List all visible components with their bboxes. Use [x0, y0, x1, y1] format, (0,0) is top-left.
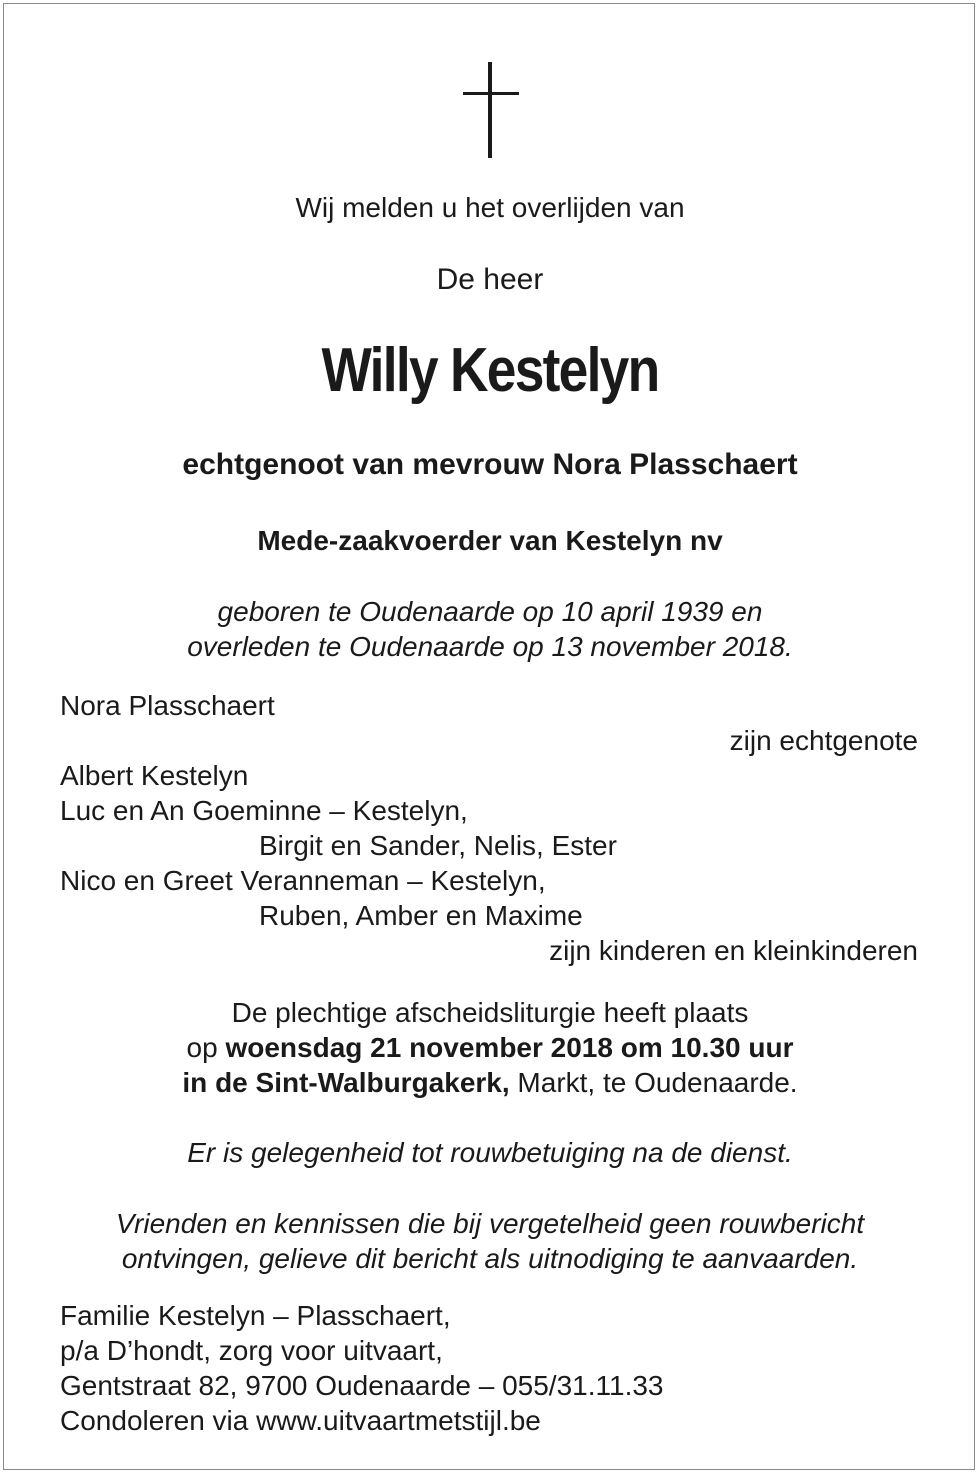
child-name: Albert Kestelyn [60, 760, 249, 791]
ceremony-prefix: op [186, 1032, 226, 1063]
ceremony-line-1: De plechtige afscheidsliturgie heeft plaats [231, 997, 749, 1028]
grandchildren-names: Ruben, Amber en Maxime [259, 900, 583, 931]
ceremony-line-2 [0, 1030, 980, 1065]
spouse-label: zijn echtgenote [729, 725, 918, 756]
role-line: Mede-zaakvoerder van Kestelyn nv [257, 525, 723, 556]
child-name: Nico en Greet Veranneman – Kestelyn, [60, 865, 546, 896]
invitation-line-2: ontvingen, gelieve dit bericht als uitnodiging te aanvaarden. [121, 1243, 859, 1274]
contact-line: p/a D’hondt, zorg voor uitvaart, [60, 1335, 443, 1366]
ceremony-datetime: woensdag 21 november 2018 om 10.30 uur [225, 1032, 794, 1063]
child-name: Luc en An Goeminne – Kestelyn, [60, 795, 468, 826]
ceremony-location: Markt, te Oudenaarde. [509, 1067, 798, 1098]
death-line: overleden te Oudenaarde op 13 november 2018. [187, 631, 793, 662]
grandchildren-names: Birgit en Sander, Nelis, Ester [259, 830, 617, 861]
invitation-line-1: Vrienden en kennissen die bij vergetelheid geen rouwbericht [115, 1208, 865, 1239]
spouse-name: Nora Plasschaert [60, 690, 275, 721]
deceased-name: Willy Kestelyn [321, 336, 659, 405]
salutation: De heer [436, 263, 544, 296]
condolence-note: Er is gelegenheid tot rouwbetuiging na de dienst. [187, 1137, 793, 1168]
contact-line: Familie Kestelyn – Plasschaert, [60, 1300, 451, 1331]
children-label: zijn kinderen en kleinkinderen [549, 935, 918, 966]
ceremony-church: in de Sint-Walburgakerk, [182, 1067, 510, 1098]
birth-line: geboren te Oudenaarde op 10 april 1939 en [217, 596, 763, 627]
spouse-line: echtgenoot van mevrouw Nora Plasschaert [182, 448, 798, 481]
cross-icon [461, 62, 521, 158]
ceremony-line-3 [0, 1065, 980, 1100]
contact-website: Condoleren via www.uitvaartmetstijl.be [60, 1405, 541, 1436]
contact-address: Gentstraat 82, 9700 Oudenaarde – 055/31.11.33 [60, 1370, 664, 1401]
intro-text: Wij melden u het overlijden van [295, 192, 685, 223]
